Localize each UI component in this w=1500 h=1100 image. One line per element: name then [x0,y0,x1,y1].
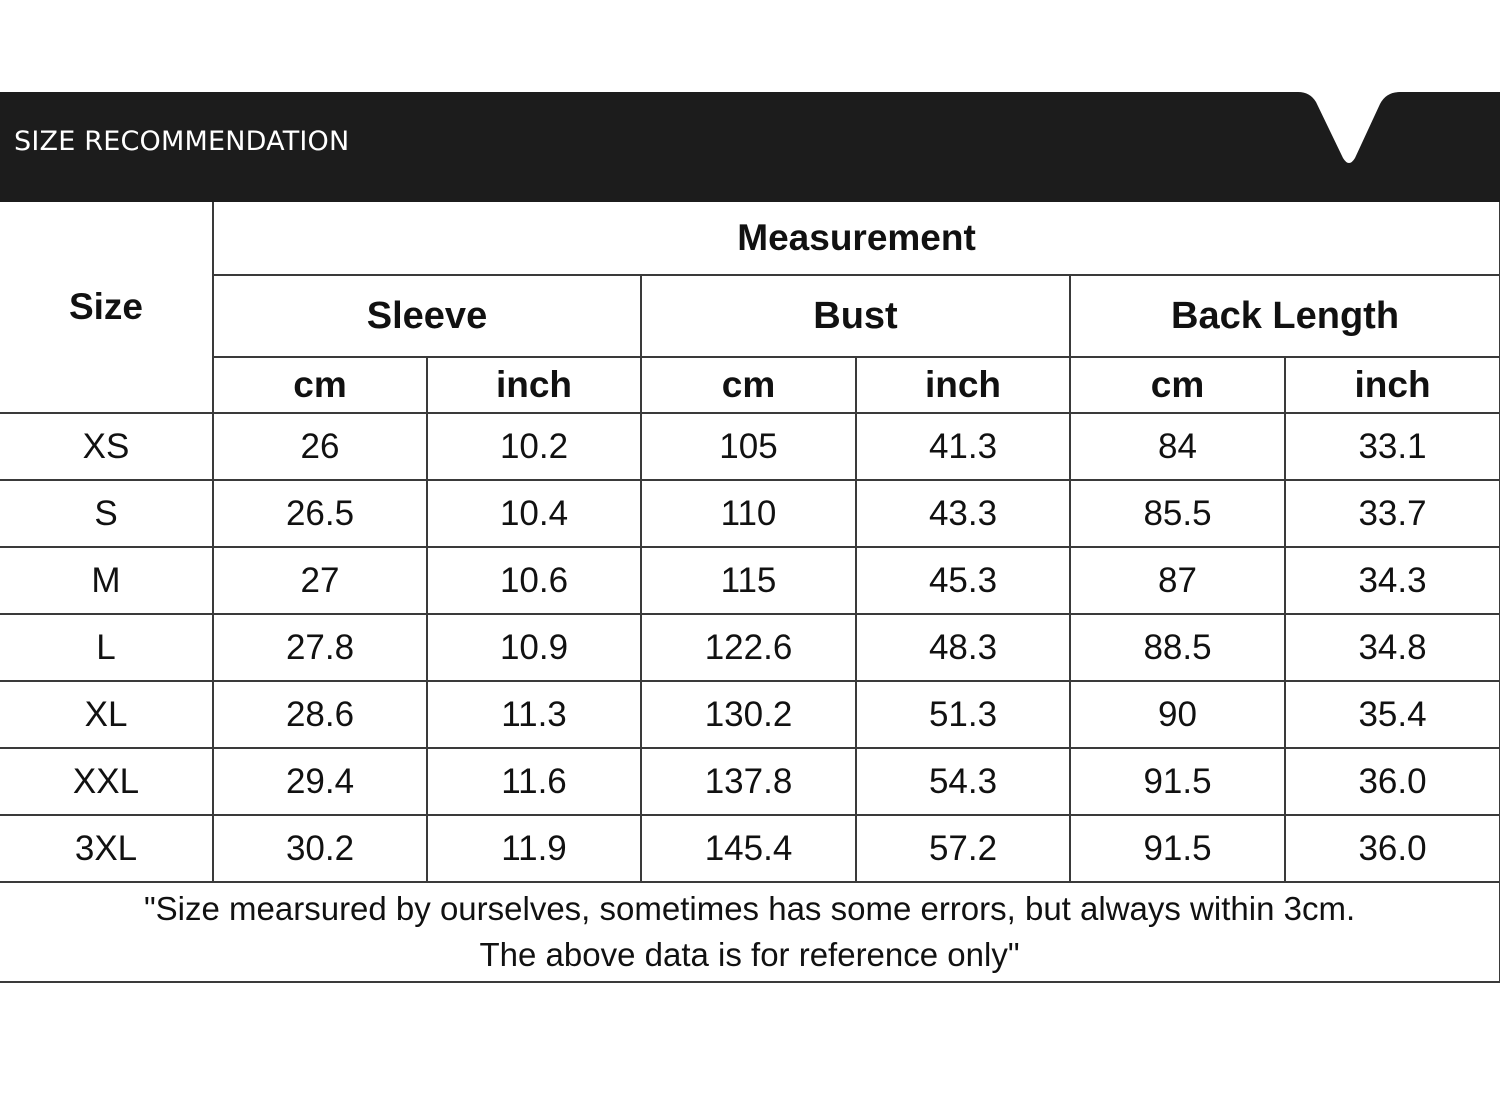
value-cell: 26.5 [213,480,427,547]
value-cell: 145.4 [641,815,856,882]
unit-header: cm [641,357,856,413]
value-cell: 33.1 [1285,413,1500,480]
value-cell: 51.3 [856,681,1070,748]
unit-header: inch [1285,357,1500,413]
value-cell: 87 [1070,547,1285,614]
unit-header: cm [1070,357,1285,413]
value-cell: 48.3 [856,614,1070,681]
value-cell: 88.5 [1070,614,1285,681]
note-line-1: "Size mearsured by ourselves, sometimes has some errors, but always within 3cm. [143,890,1356,927]
value-cell: 105 [641,413,856,480]
value-cell: 28.6 [213,681,427,748]
value-cell: 11.9 [427,815,641,882]
banner-title: SIZE RECOMMENDATION [14,126,350,157]
value-cell: 11.3 [427,681,641,748]
table-row [0,480,1500,547]
value-cell: 30.2 [213,815,427,882]
value-cell: 91.5 [1070,815,1285,882]
size-cell: 3XL [0,815,213,882]
value-cell: 35.4 [1285,681,1500,748]
value-cell: 84 [1070,413,1285,480]
value-cell: 137.8 [641,748,856,815]
size-cell: XXL [0,748,213,815]
size-cell: XL [0,681,213,748]
back-length-header: Back Length [1070,275,1500,357]
value-cell: 91.5 [1070,748,1285,815]
value-cell: 115 [641,547,856,614]
table-row [0,547,1500,614]
value-cell: 10.2 [427,413,641,480]
size-cell: M [0,547,213,614]
value-cell: 36.0 [1285,748,1500,815]
value-cell: 45.3 [856,547,1070,614]
size-cell: XS [0,413,213,480]
unit-header: inch [856,357,1070,413]
bust-header: Bust [641,275,1070,357]
value-cell: 34.3 [1285,547,1500,614]
size-cell: S [0,480,213,547]
value-cell: 122.6 [641,614,856,681]
size-note [0,882,1500,982]
value-cell: 54.3 [856,748,1070,815]
value-cell: 41.3 [856,413,1070,480]
value-cell: 10.4 [427,480,641,547]
value-cell: 27 [213,547,427,614]
value-cell: 43.3 [856,480,1070,547]
value-cell: 33.7 [1285,480,1500,547]
table-row [0,815,1500,882]
value-cell: 90 [1070,681,1285,748]
table-row [0,413,1500,480]
value-cell: 11.6 [427,748,641,815]
table-row [0,748,1500,815]
unit-header: inch [427,357,641,413]
table-row [0,681,1500,748]
value-cell: 85.5 [1070,480,1285,547]
value-cell: 26 [213,413,427,480]
unit-header: cm [213,357,427,413]
table-note-row [0,882,1500,982]
size-cell: L [0,614,213,681]
value-cell: 34.8 [1285,614,1500,681]
size-chart-table [0,202,1500,983]
value-cell: 10.9 [427,614,641,681]
value-cell: 27.8 [213,614,427,681]
note-line-2: The above data is for reference only" [479,936,1020,973]
value-cell: 110 [641,480,856,547]
sleeve-header: Sleeve [213,275,641,357]
table-row [0,614,1500,681]
value-cell: 130.2 [641,681,856,748]
size-header: Size [0,202,213,413]
value-cell: 29.4 [213,748,427,815]
value-cell: 36.0 [1285,815,1500,882]
value-cell: 57.2 [856,815,1070,882]
measurement-header: Measurement [213,202,1500,275]
header-banner [0,92,1500,202]
value-cell: 10.6 [427,547,641,614]
